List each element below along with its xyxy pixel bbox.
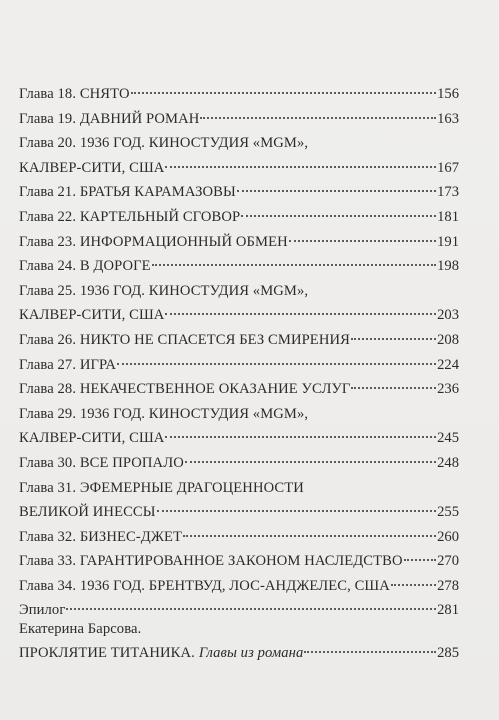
page-number: 208 [437,331,459,348]
toc-line [19,180,459,205]
toc-entry-title: Глава 28. НЕКАЧЕСТВЕННОЕ ОКАЗАНИЕ УСЛУГ [19,381,351,398]
page-number: 203 [437,307,459,324]
page-number: 163 [437,110,459,127]
page-number: 248 [437,454,459,471]
toc-line [19,476,459,501]
toc-entry [19,377,459,402]
toc-line [19,279,459,304]
dot-leader [200,116,436,119]
page-number: 270 [437,553,459,570]
toc-entry [19,131,459,180]
toc-line [19,328,459,353]
toc-line [19,254,459,279]
table-of-contents [19,82,459,623]
page-number: 167 [437,159,459,176]
toc-entry-title: Глава 26. НИКТО НЕ СПАСЕТСЯ БЕЗ СМИРЕНИЯ [19,331,350,348]
toc-entry [19,451,459,476]
toc-entry [19,279,459,328]
dot-leader [237,189,436,192]
toc-entry [19,328,459,353]
page-number: 281 [437,602,459,619]
appendix-author-line [19,618,459,642]
dot-leader [165,435,436,438]
toc-entry-title: Глава 29. 1936 ГОД. КИНОСТУДИЯ «MGM», [19,405,309,422]
page-number: 255 [437,504,459,521]
toc-line [19,451,459,476]
toc-entry-title: Глава 33. ГАРАНТИРОВАННОЕ ЗАКОНОМ НАСЛЕДСТВО [19,553,403,570]
toc-entry-title: Глава 31. ЭФЕМЕРНЫЕ ДРАГОЦЕННОСТИ [19,479,304,496]
toc-entry-title: КАЛВЕР-СИТИ, США [19,159,165,176]
toc-entry-title: Глава 20. 1936 ГОД. КИНОСТУДИЯ «MGM», [19,135,309,152]
page-number: 260 [437,528,459,545]
dot-leader [185,460,436,463]
dot-leader [351,386,436,389]
dot-leader [66,607,436,610]
appendix-subtitle: Главы из романа [198,644,304,661]
toc-line [19,525,459,550]
toc-entry-title: Эпилог [19,602,66,619]
toc-entry-title: Глава 25. 1936 ГОД. КИНОСТУДИЯ «MGM», [19,282,309,299]
dot-leader [183,534,436,537]
toc-line [19,156,459,181]
dot-leader [117,362,436,365]
toc-line [19,426,459,451]
toc-line [19,353,459,378]
toc-entry-title: Глава 24. В ДОРОГЕ [19,258,151,275]
dot-leader [152,263,436,266]
page-number: 181 [437,208,459,225]
toc-entry [19,205,459,230]
toc-entry [19,180,459,205]
toc-entry-title: Глава 22. КАРТЕЛЬНЫЙ СГОВОР [19,208,241,225]
toc-entry-title: Глава 23. ИНФОРМАЦИОННЫЙ ОБМЕН [19,233,288,250]
page-number: 224 [437,356,459,373]
toc-entry-title: Глава 30. ВСЕ ПРОПАЛО [19,454,184,471]
page-number: 173 [437,184,459,201]
dot-leader [304,650,436,653]
dot-leader [157,509,437,512]
toc-entry [19,353,459,378]
toc-entry [19,254,459,279]
toc-entry-title: КАЛВЕР-СИТИ, США [19,307,165,324]
toc-line [19,131,459,156]
toc-line [19,303,459,328]
toc-entry-title: Глава 32. БИЗНЕС-ДЖЕТ [19,528,183,545]
toc-line [19,549,459,574]
toc-entry-title: ВЕЛИКОЙ ИНЕССЫ [19,504,156,521]
appendix-author: Екатерина Барсова. [19,621,142,637]
toc-entry [19,549,459,574]
appendix-title-line [19,642,459,666]
toc-line [19,574,459,599]
page-number: 236 [437,381,459,398]
toc-entry [19,230,459,255]
dot-leader [165,165,436,168]
dot-leader [165,312,436,315]
toc-entry-title: КАЛВЕР-СИТИ, США [19,430,165,447]
toc-entry [19,525,459,550]
page-number: 245 [437,430,459,447]
dot-leader [241,214,436,217]
toc-line [19,82,459,107]
toc-entry-title: Глава 34. 1936 ГОД. БРЕНТВУД, ЛОС-АНДЖЕЛЕС, США [19,577,390,594]
toc-line [19,230,459,255]
page-number: 191 [437,233,459,250]
toc-entry-title: Глава 21. БРАТЬЯ КАРАМАЗОВЫ [19,184,236,201]
toc-line [19,107,459,132]
toc-line [19,500,459,525]
appendix-entry [19,618,459,665]
toc-entry-title: Глава 19. ДАВНИЙ РОМАН [19,110,200,127]
dot-leader [404,558,436,561]
toc-line [19,377,459,402]
appendix-title: ПРОКЛЯТИЕ ТИТАНИКА. [19,644,195,661]
toc-entry-title: Глава 18. СНЯТО [19,86,130,102]
page-number: 156 [437,86,459,102]
toc-line [19,205,459,230]
toc-entry-title: Глава 27. ИГРА [19,356,116,373]
page-number: 285 [437,644,459,661]
dot-leader [391,583,436,586]
toc-entry [19,107,459,132]
dot-leader [289,239,436,242]
toc-entry [19,476,459,525]
toc-entry [19,574,459,599]
dot-leader [351,337,436,340]
toc-entry [19,402,459,451]
toc-entry [19,82,459,107]
page-number: 198 [437,258,459,275]
toc-line [19,402,459,427]
dot-leader [131,91,437,94]
page-number: 278 [437,577,459,594]
